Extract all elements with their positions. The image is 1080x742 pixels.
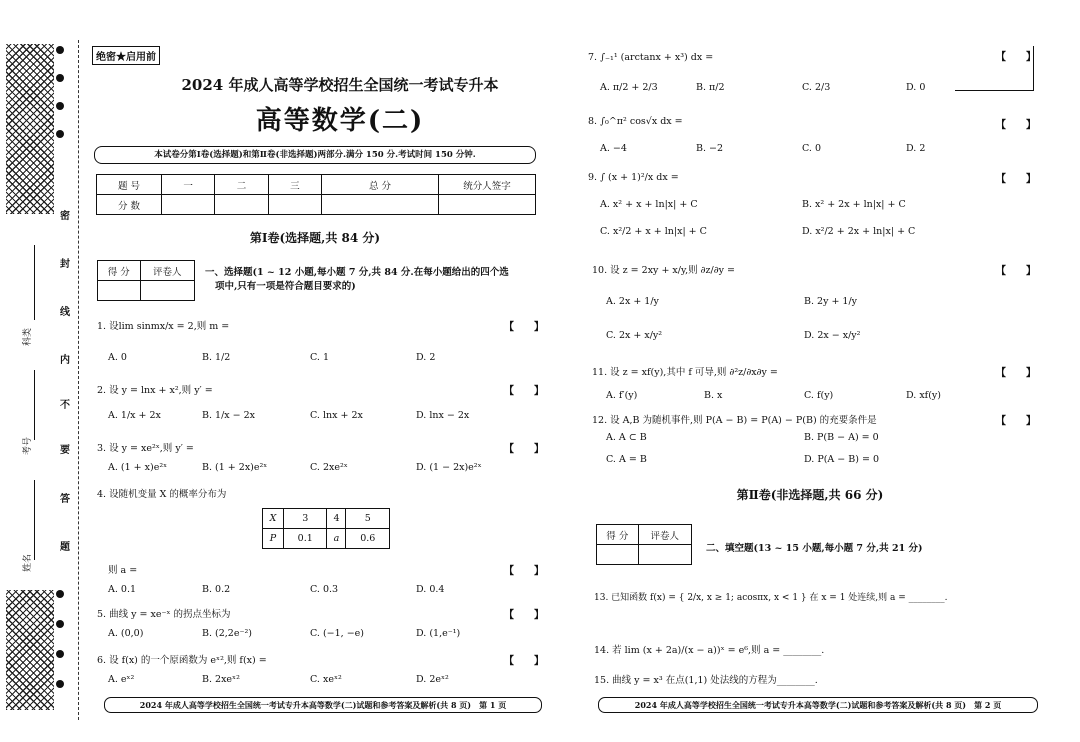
page-footer-2: 2024 年成人高等学校招生全国统一考试专升本高等数学(二)试题和参考答案及解析(共 8 页) 第 2 页 [598, 697, 1038, 713]
punch-hole [56, 130, 64, 138]
punch-hole [56, 74, 64, 82]
option: D. xf(y) [906, 390, 941, 401]
option: D. P(A − B) = 0 [804, 454, 880, 465]
option: A. eˣ² [108, 674, 135, 685]
fold-line [78, 40, 80, 720]
answer-bracket: 【 】 [504, 444, 544, 455]
prob-cell: 3 [283, 509, 327, 529]
option: A. A ⊂ B [606, 432, 647, 443]
question-stem: 4. 设随机变量 X 的概率分布为 [97, 489, 227, 500]
option: C. (−1, −e) [310, 628, 365, 639]
option: B. x² + 2x + ln|x| + C [802, 199, 906, 210]
score-table-header: 总 分 [322, 175, 439, 195]
option: C. 2/3 [802, 82, 831, 93]
part1-heading: 第Ⅰ卷(选择题,共 84 分) [249, 231, 381, 245]
question-stem: 11. 设 z = xf(y),其中 f 可导,则 ∂²z/∂x∂y = [592, 367, 778, 378]
binding-hatch-top [6, 44, 54, 214]
option: D. lnx − 2x [416, 410, 470, 421]
question-stem: 7. ∫₋₁¹ (arctanx + x³) dx = [588, 52, 714, 63]
confidential-label: 绝密★启用前 [92, 46, 160, 65]
answer-bracket: 【 】 [996, 120, 1036, 131]
name-field-label: 姓名 [23, 553, 33, 572]
seal-line-char: 内 [60, 355, 70, 366]
option: C. 1 [310, 352, 330, 363]
option: A. 0.1 [108, 584, 137, 595]
option: D. 2 [416, 352, 436, 363]
score-cell [439, 195, 536, 215]
question-stem: 6. 设 f(x) 的一个原函数为 eˣ²,则 f(x) = [97, 655, 267, 666]
exam-title: 2024 年成人高等学校招生全国统一考试专升本 [181, 76, 499, 94]
punch-hole [56, 650, 64, 658]
score-table-header: 题 号 [97, 175, 162, 195]
punch-hole [56, 590, 64, 598]
prob-cell: X [263, 509, 284, 529]
grader-name-label: 评卷人 [638, 525, 691, 545]
answer-bracket: 【 】 [504, 322, 544, 333]
score-table-header: 三 [268, 175, 321, 195]
grader-cell [638, 545, 691, 565]
option: A. 0 [108, 352, 127, 363]
prob-cell: 0.6 [346, 529, 390, 549]
answer-bracket: 【 】 [996, 174, 1036, 185]
option: C. 0.3 [310, 584, 339, 595]
option: D. x²/2 + 2x + ln|x| + C [802, 226, 916, 237]
probability-table [262, 508, 390, 549]
answer-bracket: 【 】 [996, 416, 1036, 427]
option: D. 2 [906, 143, 926, 154]
answer-bracket: 【 】 [996, 52, 1036, 63]
score-table-header: 二 [215, 175, 268, 195]
option: D. (1 − 2x)e²ˣ [416, 462, 482, 473]
grader-score-label: 得 分 [597, 525, 639, 545]
option: A. π/2 + 2/3 [600, 82, 658, 93]
option: A. f′(y) [606, 390, 638, 401]
punch-hole [56, 680, 64, 688]
section1-heading: 一、选择题(1 ~ 12 小题,每小题 7 分,共 84 分.在每小题给出的四个选 [205, 267, 509, 278]
answer-bracket: 【 】 [504, 610, 544, 621]
answer-bracket: 【 】 [504, 656, 544, 667]
punch-hole [56, 620, 64, 628]
option: C. A = B [606, 454, 647, 465]
score-table-header: 一 [162, 175, 215, 195]
option: A. (1 + x)e²ˣ [108, 462, 168, 473]
grader-box [97, 260, 195, 301]
section1-heading: 项中,只有一项是符合题目要求的) [215, 281, 356, 292]
field-line-subject [34, 245, 35, 320]
prob-cell: a [327, 529, 346, 549]
question-stem: 12. 设 A,B 为随机事件,则 P(A − B) = P(A) − P(B) 的充要条件是 [592, 415, 877, 426]
seal-line-char: 封 [60, 259, 70, 270]
option: B. 1/x − 2x [202, 410, 256, 421]
examno-field-label: 考号 [23, 436, 33, 455]
subject-title: 高等数学(二) [255, 106, 425, 136]
answer-bracket: 【 】 [504, 386, 544, 397]
field-line-examno [34, 370, 35, 440]
question-stem: 3. 设 y = xe²ˣ,则 y′ = [97, 443, 194, 454]
question-stem: 则 a = [108, 565, 138, 576]
punch-hole [56, 102, 64, 110]
option: C. lnx + 2x [310, 410, 363, 421]
exam-instructions: 本试卷分第Ⅰ卷(选择题)和第Ⅱ卷(非选择题)两部分.满分 150 分.考试时间 150 分钟. [94, 146, 536, 164]
score-cell [268, 195, 321, 215]
section2-heading: 二、填空题(13 ~ 15 小题,每小题 7 分,共 21 分) [706, 543, 923, 554]
binding-hatch-bottom [6, 590, 54, 710]
answer-bracket: 【 】 [504, 566, 544, 577]
seal-line-char: 不 [60, 400, 70, 411]
seal-line-char: 线 [60, 307, 70, 318]
score-cell [322, 195, 439, 215]
prob-cell: 4 [327, 509, 346, 529]
answer-bracket: 【 】 [996, 266, 1036, 277]
field-line-name [34, 480, 35, 560]
option: C. 2xe²ˣ [310, 462, 348, 473]
prob-cell: P [263, 529, 284, 549]
grader-box-2 [596, 524, 692, 565]
option: C. f(y) [804, 390, 834, 401]
option: A. 1/x + 2x [108, 410, 161, 421]
question-stem: 1. 设lim sinmx/x = 2,则 m = [97, 321, 230, 332]
option: B. π/2 [696, 82, 725, 93]
question-stem: 10. 设 z = 2xy + x/y,则 ∂z/∂y = [592, 265, 736, 276]
option: A. (0,0) [108, 628, 144, 639]
seal-line-char: 答 [60, 494, 70, 505]
answer-bracket: 【 】 [996, 368, 1036, 379]
option: C. 0 [802, 143, 822, 154]
grader-cell [140, 281, 195, 301]
option: B. 2y + 1/y [804, 296, 858, 307]
option: B. (2,2e⁻²) [202, 628, 252, 639]
grader-cell [98, 281, 141, 301]
option: B. 0.2 [202, 584, 231, 595]
option: B. 1/2 [202, 352, 231, 363]
option: B. x [704, 390, 723, 401]
page-footer-1: 2024 年成人高等学校招生全国统一考试专升本高等数学(二)试题和参考答案及解析(共 8 页) 第 1 页 [104, 697, 542, 713]
option: C. x²/2 + x + ln|x| + C [600, 226, 707, 237]
question-stem: 8. ∫₀^π² cos√x dx = [588, 116, 683, 127]
option: A. −4 [600, 143, 627, 154]
option: D. 2eˣ² [416, 674, 449, 685]
score-row-label: 分 数 [97, 195, 162, 215]
score-table-header: 统分人签字 [439, 175, 536, 195]
option: B. −2 [696, 143, 724, 154]
seal-line-char: 密 [60, 211, 70, 222]
prob-cell: 0.1 [283, 529, 327, 549]
question-stem: 5. 曲线 y = xe⁻ˣ 的拐点坐标为 [97, 609, 231, 620]
grader-name-label: 评卷人 [140, 261, 195, 281]
fill-question: 14. 若 lim (x + 2a)/(x − a))ˣ = e⁶,则 a = ________. [594, 645, 825, 656]
seal-line-char: 要 [60, 445, 70, 456]
option: D. (1,e⁻¹) [416, 628, 461, 639]
option: D. 2x − x/y² [804, 330, 861, 341]
fill-question: 15. 曲线 y = x³ 在点(1,1) 处法线的方程为________. [594, 675, 818, 686]
score-table [96, 174, 536, 215]
subject-field-label: 科类 [23, 327, 33, 346]
question-stem: 9. ∫ (x + 1)²/x dx = [588, 172, 679, 183]
option: B. (1 + 2x)e²ˣ [202, 462, 268, 473]
punch-hole [56, 46, 64, 54]
question-stem: 2. 设 y = lnx + x²,则 y′ = [97, 385, 213, 396]
option: C. 2x + x/y² [606, 330, 663, 341]
option: D. 0 [906, 82, 926, 93]
part2-heading: 第Ⅱ卷(非选择题,共 66 分) [736, 488, 884, 502]
option: B. 2xeˣ² [202, 674, 240, 685]
option: B. P(B − A) = 0 [804, 432, 879, 443]
grader-score-label: 得 分 [98, 261, 141, 281]
fill-question: 13. 已知函数 f(x) = { 2/x, x ≥ 1; acosπx, x < 1 } 在 x = 1 处连续,则 a = ________. [594, 593, 948, 603]
seal-line-char: 题 [60, 542, 70, 553]
score-cell [215, 195, 268, 215]
grader-cell [597, 545, 639, 565]
option: A. x² + x + ln|x| + C [600, 199, 698, 210]
option: C. xeˣ² [310, 674, 342, 685]
option: A. 2x + 1/y [606, 296, 659, 307]
score-cell [162, 195, 215, 215]
prob-cell: 5 [346, 509, 390, 529]
option: D. 0.4 [416, 584, 445, 595]
